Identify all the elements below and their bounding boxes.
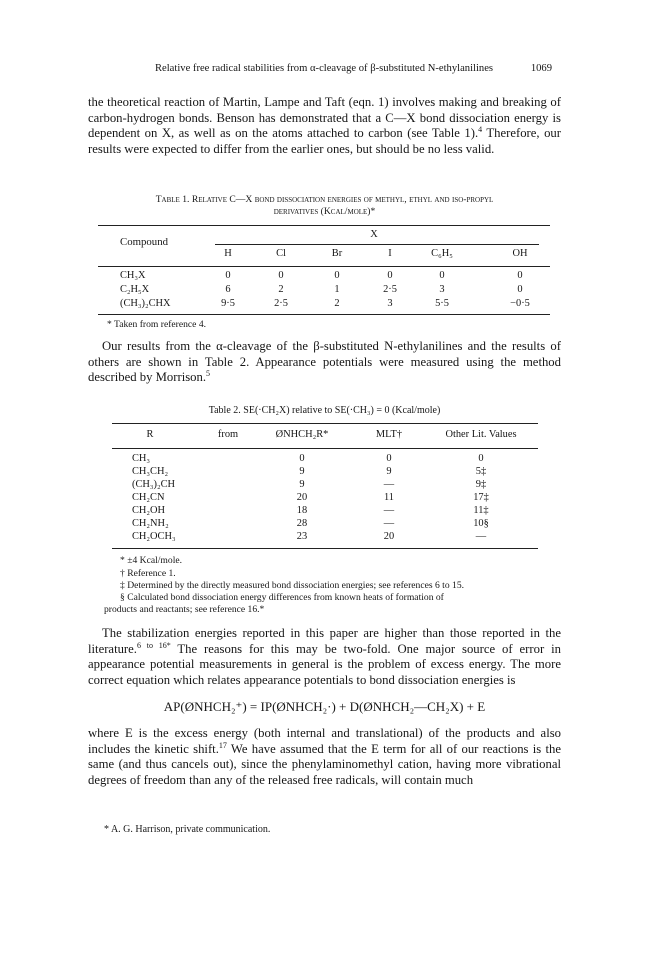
table-2-cell: —: [383, 518, 395, 529]
table-1-cell: 0: [517, 284, 523, 295]
table-2-cell: 9: [386, 466, 392, 477]
table-2-cell: 0: [299, 453, 305, 464]
table-2-footnote: § Calculated bond dissociation energy differences from known heats of formation of: [120, 592, 444, 603]
table-2-cell: 18: [296, 505, 308, 516]
table-1-group-header: X: [370, 229, 378, 240]
table-2-cell: 10§: [473, 518, 489, 529]
table-2-footnote: † Reference 1.: [120, 568, 176, 579]
table-1-bottom-rule: [98, 314, 550, 315]
reference-superscript: 17: [218, 740, 227, 750]
table-1-cell: 6: [225, 284, 231, 295]
table-2-cell: 20: [383, 531, 395, 542]
table-2-cell: 9‡: [475, 479, 487, 490]
table-2-cell: 23: [296, 531, 308, 542]
table-2-cell: 20: [296, 492, 308, 503]
table-1-cell: 9·5: [221, 298, 235, 309]
paragraph-4: [88, 726, 561, 788]
reference-superscript: 5: [206, 368, 211, 378]
table-2-col-other: Other Lit. Values: [445, 429, 517, 440]
table-2-cell: 28: [296, 518, 308, 529]
table-1-cell: 0: [278, 270, 284, 281]
page-footnote: * A. G. Harrison, private communication.: [104, 824, 271, 835]
reference-superscript: 4: [478, 124, 483, 134]
table-2-cell: 0: [386, 453, 392, 464]
table-2-header-rule: [112, 448, 538, 449]
table-2-row-label: CH₂OH: [132, 505, 166, 516]
running-header: [96, 63, 552, 74]
table-1-cell: 2·5: [274, 298, 288, 309]
table-1-footnote: * Taken from reference 4.: [107, 319, 207, 330]
table-1-header-rule: [98, 266, 550, 267]
table-2-row-label: CH₂OCH₃: [132, 531, 176, 542]
paragraph-3-end: The reasons for this may be two-fold. One major source of error in appearance potential measurements in general is the problem of excess energy. The more correct equation which relates appearance potentials to bond dissociation energies is: [88, 641, 561, 687]
table-2-row-label: CH₂CN: [132, 492, 165, 503]
paragraph-1: [88, 95, 561, 157]
table-2-row-label: CH₂NH₂: [132, 518, 169, 529]
table-2-footnote: ‡ Determined by the directly measured bond dissociation energies; see references 6 to 15.: [120, 580, 465, 591]
table-2-cell: 17‡: [473, 492, 489, 503]
table-1-cell: 5·5: [435, 298, 449, 309]
table-2-bottom-rule: [112, 548, 538, 549]
table-1-row-label: CH₃X: [120, 270, 146, 281]
table-1-col-c6h5: C₆H₅: [431, 248, 453, 259]
paragraph-1-text: the theoretical reaction of Martin, Lampe and Taft (eqn. 1) involves making and breaking of carbon-hydrogen bonds. Benson has demonstrated that a C—X bond dissociation energy is dependent on X, as well as on the atoms attached to carbon (see Table 1).: [88, 95, 561, 141]
table-2-col-from: from: [217, 429, 239, 440]
table-2-row-label: CH₃: [132, 453, 151, 464]
table-1-cell: 2: [334, 298, 340, 309]
table-1-cell: 0: [387, 270, 393, 281]
paragraph-4-end: We have assumed that the E term for all of our reactions is the same (and thus cancels out), since the phenylaminomethyl cation, having more vibrational degrees of freedom than any of the released free radicals, will contain much: [88, 741, 561, 787]
table-1-caption: [88, 194, 561, 218]
table-1-col-br: Br: [331, 248, 343, 259]
table-2-cell: —: [383, 505, 395, 516]
paragraph-2: [88, 339, 561, 386]
table-1-cell: 3: [439, 284, 445, 295]
table-1-col-cl: Cl: [276, 248, 286, 259]
table-1-cell: 2·5: [383, 284, 397, 295]
table-2-top-rule: [112, 423, 538, 424]
table-2-col-mlt: MLT†: [375, 429, 403, 440]
table-1-row-header: Compound: [120, 236, 168, 248]
running-title: Relative free radical stabilities from α-cleavage of β-substituted N-ethylanilines: [154, 63, 494, 74]
table-2-col-phi: ØNHCH₂R*: [275, 429, 329, 440]
paragraph-3: [88, 626, 561, 688]
table-1-group-rule: [215, 244, 539, 245]
table-1-cell: 0: [334, 270, 340, 281]
table-1-cell: 0: [439, 270, 445, 281]
table-2-caption: Table 2. SE(·CH₂X) relative to SE(·CH₃) = 0 (Kcal/mole): [208, 405, 441, 416]
table-1-cell: −0·5: [510, 298, 530, 309]
table-1-row-label: C₂H₅X: [120, 284, 150, 295]
table-2-footnote: * ±4 Kcal/mole.: [120, 555, 183, 566]
paragraph-3-text: The stabilization energies reported in this paper are higher than those reported in the literature.: [88, 626, 561, 656]
table-2-cell: 0: [478, 453, 484, 464]
table-1-cell: 0: [517, 270, 523, 281]
table-2-cell: 11‡: [473, 505, 489, 516]
table-2-cell: 5‡: [475, 466, 487, 477]
table-1-col-i: I: [388, 248, 392, 259]
table-1-cell: 3: [387, 298, 393, 309]
table-1-cell: 2: [278, 284, 284, 295]
table-2-cell: 9: [299, 466, 305, 477]
table-1-row-label: (CH₃)₂CHX: [120, 298, 171, 309]
table-2-cell: 9: [299, 479, 305, 490]
table-1-caption-line-2: derivatives (Kcal/mole)*: [273, 206, 376, 217]
table-1-col-oh: OH: [512, 248, 528, 259]
table-2-cell: —: [383, 479, 395, 490]
table-1-col-h: H: [224, 248, 232, 259]
paragraph-4-text: where E is the excess energy (both internal and translational) of the products and also includes the kinetic shift.: [88, 726, 561, 756]
table-2-footnote: products and reactants; see reference 16.*: [104, 604, 265, 615]
table-2-row-label: CH₃CH₂: [132, 466, 169, 477]
equation: AP(ØNHCH₂⁺) = IP(ØNHCH₂·) + D(ØNHCH₂—CH₂X) + E: [163, 699, 486, 714]
paragraph-2-text: Our results from the α-cleavage of the β-substituted N-ethylanilines and the results of others are shown in Table 2. Appearance potentials were measured using the method described by Morrison.: [88, 339, 561, 385]
table-2-cell: —: [475, 531, 487, 542]
paragraph-1-end: Therefore, our results were expected to differ from the earlier ones, but should be no less valid.: [88, 126, 561, 156]
table-2-cell: 11: [383, 492, 395, 503]
page-number: 1069: [530, 63, 552, 74]
table-1-cell: 0: [225, 270, 231, 281]
table-2-row-label: (CH₃)₂CH: [132, 479, 176, 490]
table-1-caption-line-1: Table 1. Relative C—X bond dissociation energies of methyl, ethyl and iso-propyl: [155, 194, 494, 205]
table-2-col-r: R: [146, 429, 154, 440]
table-1-top-rule: [98, 225, 550, 226]
reference-superscript: 6 to 16*: [136, 640, 171, 650]
table-1-cell: 1: [334, 284, 340, 295]
